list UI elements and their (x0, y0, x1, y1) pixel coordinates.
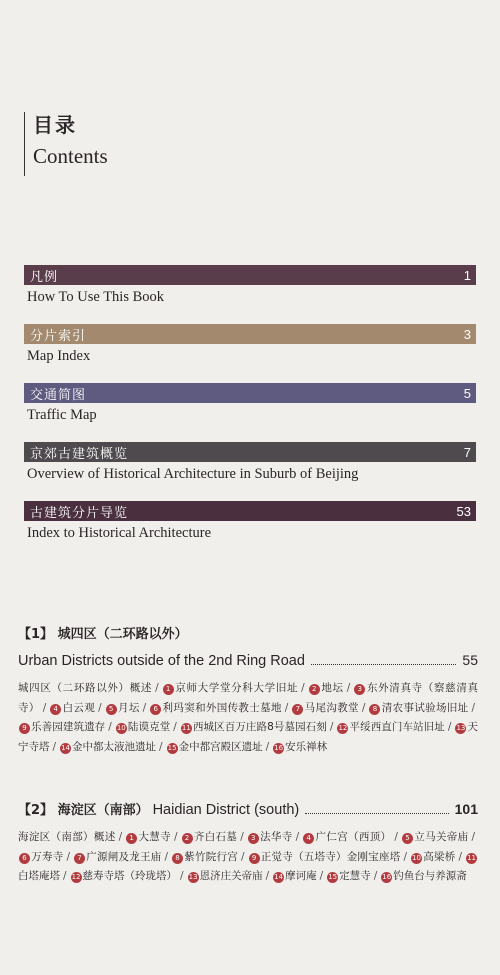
toc-bar (24, 383, 476, 403)
site-number-badge: 11 (467, 853, 476, 862)
site-entry[interactable] (59, 741, 156, 753)
separator: / (265, 740, 270, 753)
site-number-badge: 5 (106, 704, 117, 715)
toc-bar (24, 442, 476, 462)
toc-label: 分片索引 (30, 328, 87, 344)
separator: / (319, 870, 324, 882)
site-name: 摩诃庵 (285, 870, 317, 882)
separator: / (142, 701, 147, 714)
separator: / (52, 740, 57, 753)
separator: / (301, 682, 305, 694)
site-name: 月坛 (117, 701, 140, 714)
site-entry[interactable] (248, 851, 401, 863)
site-entry[interactable] (70, 870, 178, 882)
toc-bar (24, 501, 476, 521)
site-number-badge: 14 (61, 743, 70, 752)
site-name: 正觉寺（五塔寺）金刚宝座塔 (260, 850, 401, 863)
section-2 (18, 799, 478, 887)
separator: / (108, 721, 112, 733)
site-entry[interactable] (380, 870, 467, 882)
site-entry[interactable] (18, 721, 105, 733)
section-overview[interactable]: 海淀区（南部）概述 (18, 831, 116, 843)
site-entry[interactable] (368, 702, 468, 714)
separator: / (403, 850, 408, 863)
toc-english-title: Map Index (27, 348, 91, 364)
separator: / (155, 682, 159, 694)
section-overview[interactable]: 城四区（二环路以外）概述 (18, 682, 153, 694)
separator: / (173, 721, 177, 733)
toc-label: 古建筑分片导览 (30, 505, 129, 521)
site-name: 陆谟克堂 (127, 721, 171, 733)
toc-entry[interactable] (24, 442, 476, 501)
site-number-badge: 4 (303, 833, 314, 844)
toc-english-title: How To Use This Book (27, 289, 165, 305)
site-entry[interactable] (326, 870, 371, 882)
site-entry[interactable] (272, 870, 317, 882)
site-entry[interactable] (181, 831, 238, 843)
separator: / (284, 701, 289, 714)
site-entry[interactable] (272, 741, 327, 753)
site-entry[interactable] (166, 741, 263, 753)
separator: / (98, 701, 102, 714)
toc-page-number: 1 (463, 267, 471, 283)
separator: / (373, 870, 378, 882)
separator: / (118, 831, 123, 843)
toc-english-title: Overview of Historical Architecture in Suburb of Beijing (27, 466, 359, 482)
site-name: 高梁桥 (423, 850, 456, 863)
contents-title-block (24, 112, 108, 176)
section-page-number: 101 (454, 801, 478, 817)
site-number-badge: 8 (172, 853, 183, 864)
section-heading-zh: 【1】 城四区（二环路以外） (18, 627, 188, 642)
site-entry[interactable] (18, 851, 63, 863)
site-number-badge: 15 (328, 873, 338, 881)
page-title-zh: 目录 (33, 113, 77, 137)
section-1 (18, 626, 478, 757)
separator: / (458, 850, 463, 863)
site-name: 恩济庄关帝庙 (199, 870, 263, 882)
site-entry[interactable] (247, 831, 293, 843)
separator: / (265, 870, 270, 882)
site-number-badge: 6 (150, 704, 161, 715)
site-name: 西城区百万庄路8号墓园石刻 (192, 721, 327, 733)
site-number-badge: 16 (274, 743, 284, 752)
separator: / (329, 721, 334, 733)
site-entry[interactable] (291, 702, 359, 714)
site-number-badge: 2 (182, 833, 193, 844)
site-entry[interactable] (180, 721, 327, 733)
site-name: 紫竹院行宫 (184, 850, 238, 863)
site-name: 马尾沟教堂 (304, 701, 359, 714)
site-name: 东外清真寺（察慈清真寺） (18, 682, 478, 714)
site-name: 白塔庵塔 (18, 870, 60, 882)
site-number-badge: 10 (412, 853, 421, 862)
site-number-badge: 12 (71, 873, 81, 881)
separator: / (42, 701, 47, 714)
separator: / (63, 870, 67, 882)
site-name: 广仁宫（西顶） (315, 831, 392, 843)
site-number-badge: 12 (338, 724, 348, 732)
site-entry[interactable] (187, 870, 263, 882)
site-entry[interactable] (49, 702, 95, 714)
site-number-badge: 11 (181, 724, 191, 732)
site-name: 钓鱼台与养源斋 (393, 870, 467, 882)
section-heading-en: Haidian District (south) (152, 802, 300, 818)
toc-list (24, 265, 476, 560)
site-number-badge: 15 (167, 743, 177, 752)
site-name: 齐白石墓 (193, 831, 238, 843)
site-name: 清农事试验场旧址 (381, 701, 469, 714)
site-name: 万寿寺 (31, 850, 64, 863)
toc-english-title: Index to Historical Architecture (27, 525, 212, 541)
site-name: 安乐禅林 (285, 740, 328, 753)
separator: / (346, 682, 351, 694)
section-entry-list (18, 828, 478, 887)
site-entry[interactable] (336, 721, 444, 733)
toc-page-number: 3 (463, 326, 471, 342)
site-number-badge: 7 (292, 704, 303, 715)
toc-english-title: Traffic Map (27, 407, 97, 423)
site-number-badge: 13 (188, 873, 198, 881)
site-name: 天宁寺塔 (18, 721, 479, 753)
site-entry[interactable] (105, 702, 140, 714)
site-number-badge: 5 (402, 833, 413, 844)
toc-label: 凡例 (30, 269, 59, 285)
site-name: 法华寺 (259, 831, 293, 843)
section-page-number: 55 (462, 652, 478, 668)
site-number-badge: 16 (382, 873, 392, 881)
separator: / (159, 740, 163, 753)
separator: / (66, 850, 71, 863)
site-number-badge: 3 (248, 833, 259, 844)
site-number-badge: 6 (19, 853, 30, 864)
toc-label: 京郊古建筑概览 (30, 446, 129, 462)
site-name: 广源闸及龙王庙 (86, 850, 162, 863)
site-name: 乐善园建筑遗存 (31, 721, 106, 733)
separator: / (173, 831, 178, 843)
site-entry[interactable] (410, 851, 455, 863)
site-entry[interactable] (149, 702, 282, 714)
site-name: 平绥西直门车站旧址 (349, 721, 445, 733)
site-number-badge: 3 (354, 684, 365, 695)
site-entry[interactable] (115, 721, 170, 733)
leader-dots (311, 664, 456, 665)
separator: / (180, 870, 184, 882)
separator: / (240, 831, 244, 843)
site-number-badge: 9 (249, 853, 260, 864)
section-heading-zh: 【2】 海淀区（南部） (18, 803, 149, 818)
site-name: 立马关帝庙 (413, 831, 469, 843)
toc-page-number: 5 (463, 385, 471, 401)
toc-entry[interactable] (24, 383, 476, 442)
site-number-badge: 14 (274, 873, 284, 881)
site-number-badge: 1 (126, 833, 137, 844)
separator: / (447, 721, 452, 733)
section-heading-en: Urban Districts outside of the 2nd Ring Road (18, 653, 305, 669)
site-number-badge: 9 (19, 723, 30, 734)
site-number-badge: 13 (456, 724, 466, 732)
toc-entry[interactable] (24, 265, 476, 324)
site-entry[interactable] (125, 831, 171, 843)
toc-bar (24, 265, 476, 285)
site-name: 金中都太液池遗址 (72, 740, 157, 753)
separator: / (394, 831, 398, 843)
site-entry[interactable] (162, 682, 299, 694)
toc-page-number: 53 (456, 503, 471, 519)
separator: / (295, 831, 300, 843)
toc-entry[interactable] (24, 324, 476, 383)
site-number-badge: 10 (116, 724, 126, 732)
site-entry[interactable] (171, 851, 238, 863)
site-name: 金中都宫殿区遗址 (178, 740, 263, 753)
toc-label: 交通简图 (30, 387, 87, 403)
toc-page-number: 7 (463, 444, 471, 460)
site-number-badge: 7 (74, 853, 85, 864)
site-number-badge: 2 (309, 684, 320, 695)
site-name: 白云观 (62, 701, 96, 714)
section-heading-row[interactable] (18, 652, 478, 669)
leader-dots (305, 813, 448, 814)
separator: / (164, 850, 169, 863)
section-entry-list (18, 679, 478, 757)
site-number-badge: 1 (163, 684, 174, 695)
site-name: 大慧寺 (138, 831, 171, 843)
site-name: 地坛 (320, 682, 344, 694)
site-entry[interactable] (73, 851, 161, 863)
site-number-badge: 8 (369, 704, 380, 715)
site-name: 京师大学堂分科大学旧址 (174, 682, 299, 694)
site-entry[interactable] (401, 831, 469, 843)
section-heading-row[interactable] (18, 799, 478, 818)
toc-entry[interactable] (24, 501, 476, 560)
site-name: 定慧寺 (339, 870, 371, 882)
separator: / (471, 831, 476, 843)
separator: / (361, 701, 366, 714)
site-name: 慈寿寺塔（玲珑塔） (82, 870, 178, 882)
separator: / (471, 701, 476, 714)
page-title-en: Contents (33, 144, 108, 168)
site-entry[interactable] (308, 682, 344, 694)
separator: / (241, 850, 245, 863)
site-number-badge: 4 (50, 704, 61, 715)
toc-bar (24, 324, 476, 344)
site-entry[interactable] (302, 831, 391, 843)
site-name: 利玛窦和外国传教士墓地 (162, 701, 282, 714)
